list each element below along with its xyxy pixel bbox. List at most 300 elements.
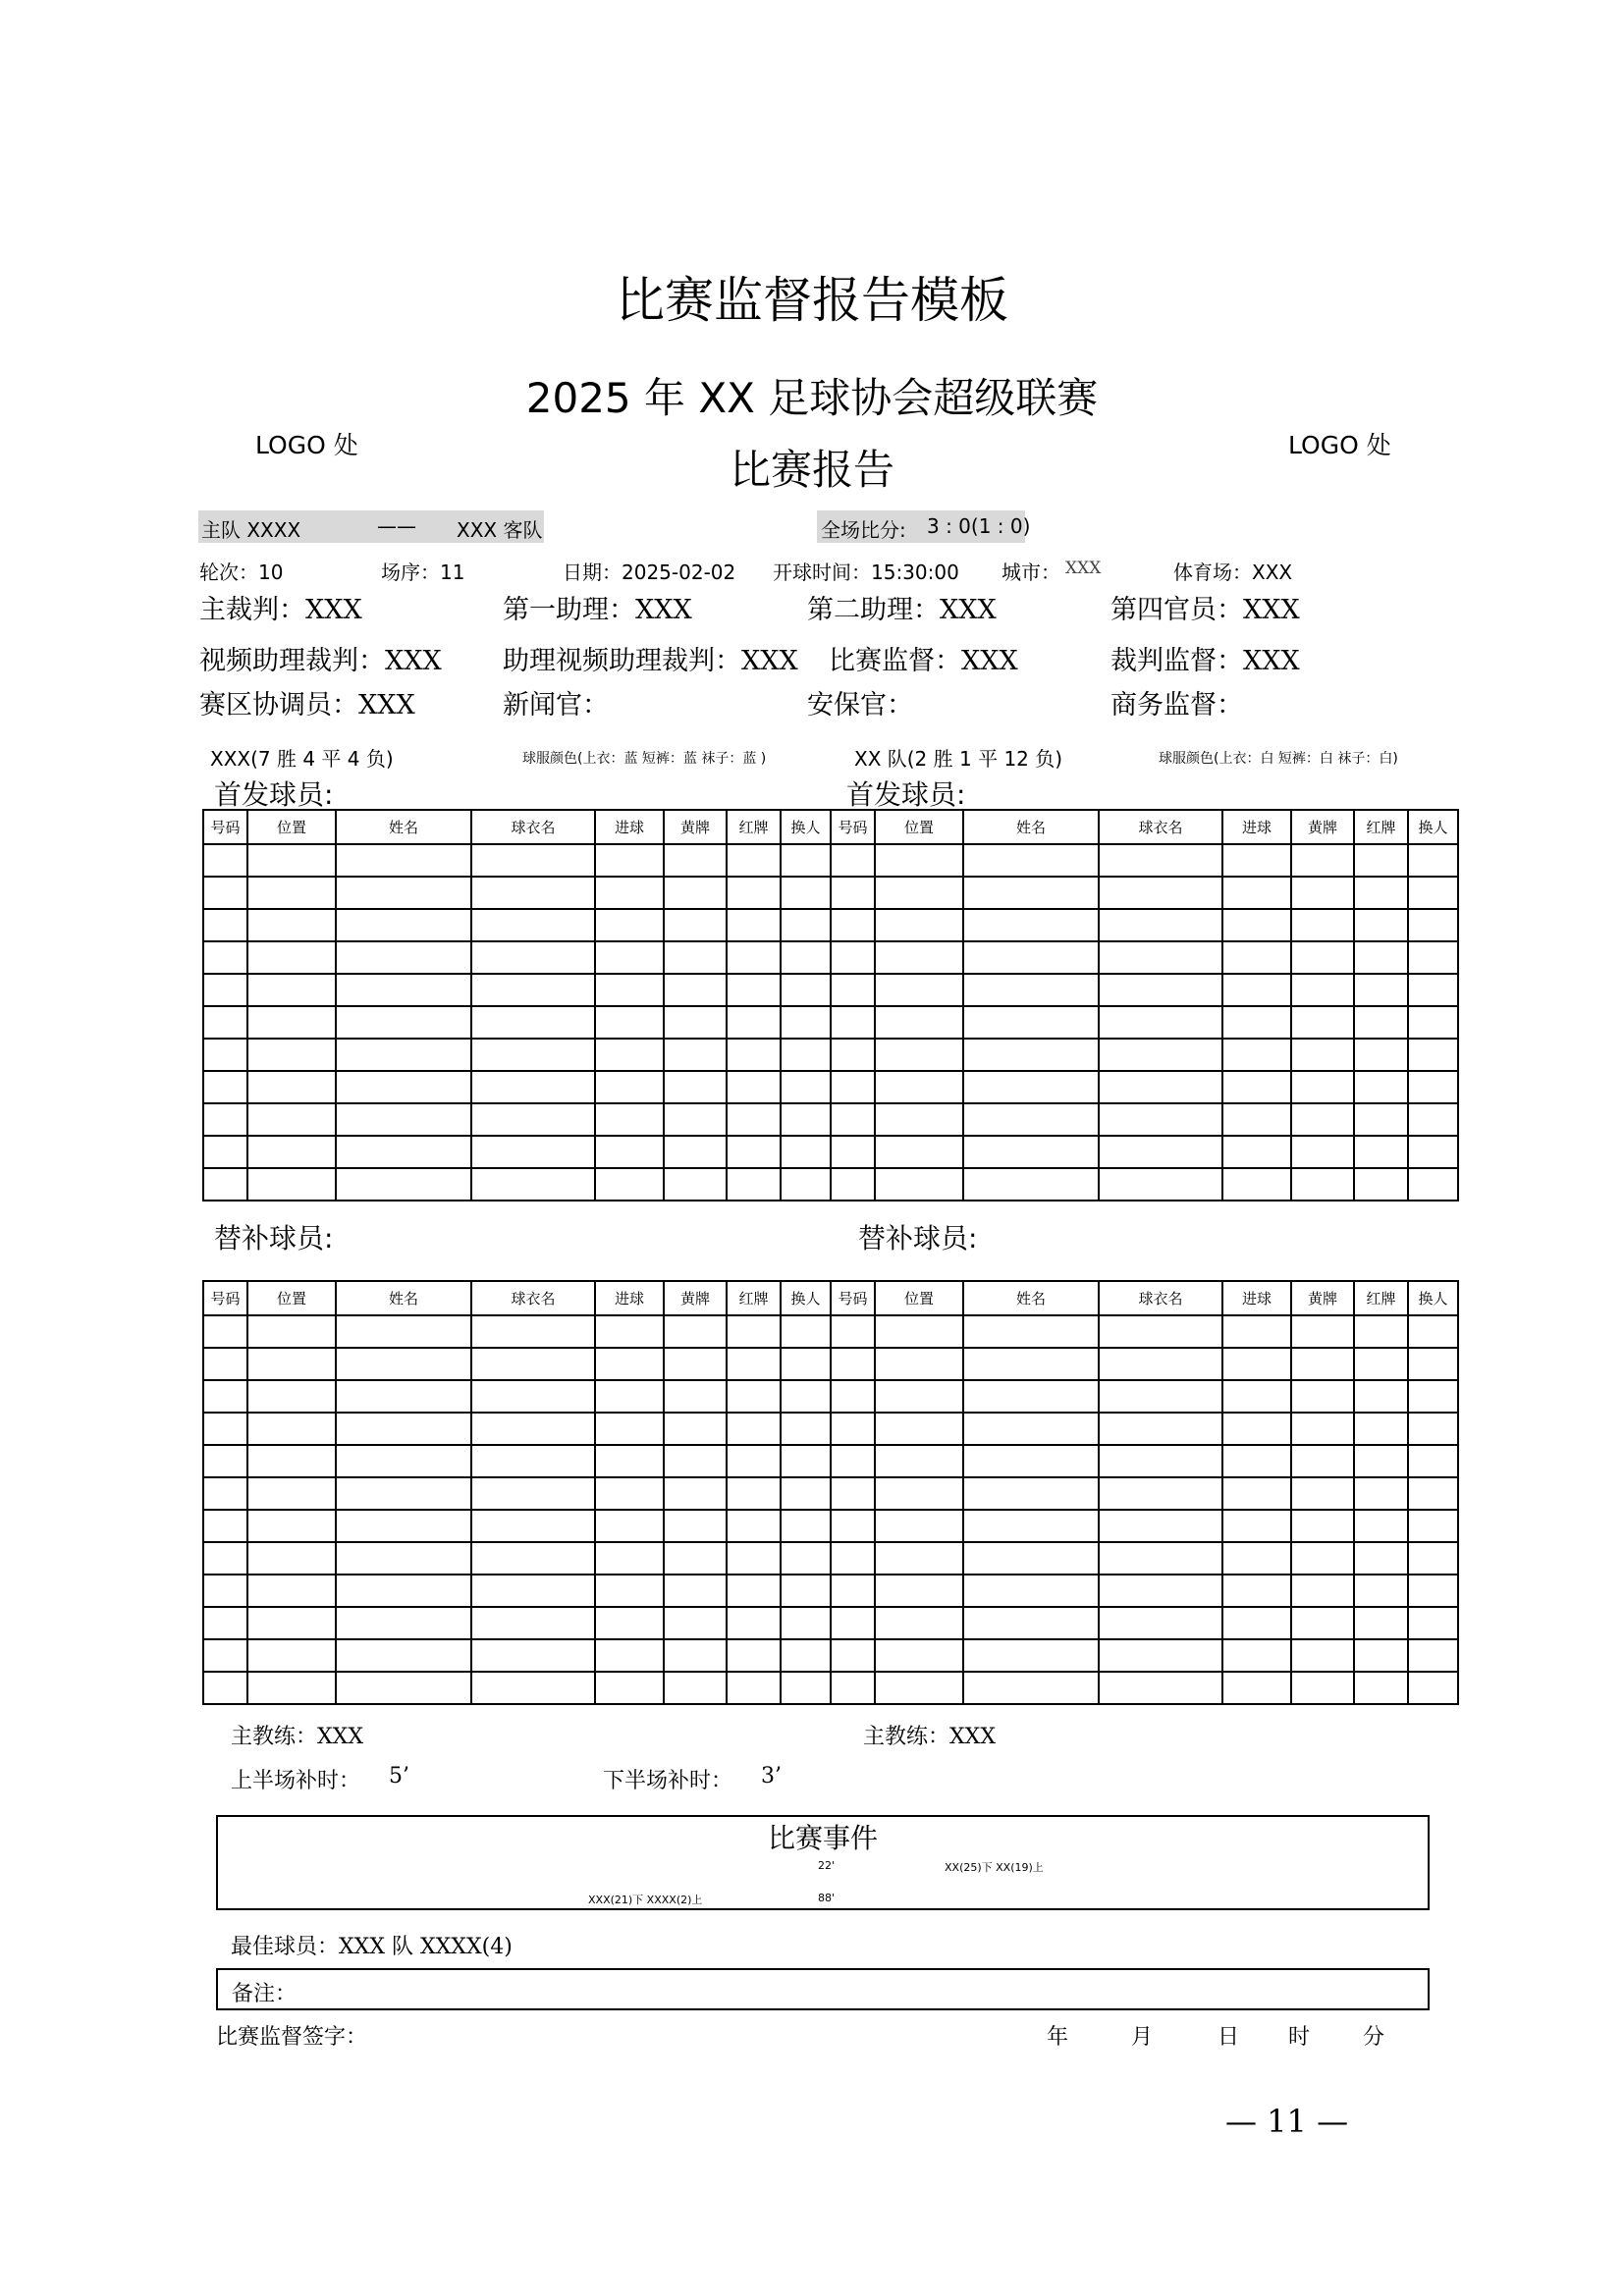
table-cell[interactable] [664,1315,727,1348]
table-cell[interactable] [595,941,664,974]
table-cell[interactable] [875,1380,963,1413]
table-cell[interactable] [875,1639,963,1672]
table-cell[interactable] [1099,909,1222,941]
table-cell[interactable] [664,1607,727,1639]
table-cell[interactable] [1291,877,1354,909]
table-cell[interactable] [664,844,727,877]
table-cell[interactable] [1408,1639,1458,1672]
table-cell[interactable] [203,1607,247,1639]
table-cell[interactable] [1291,941,1354,974]
table-cell[interactable] [336,974,471,1006]
table-cell[interactable] [1099,1315,1222,1348]
table-cell[interactable] [875,1315,963,1348]
table-cell[interactable] [781,1071,831,1103]
table-cell[interactable] [1408,1380,1458,1413]
table-cell[interactable] [336,1168,471,1201]
table-cell[interactable] [336,1315,471,1348]
table-cell[interactable] [781,1348,831,1380]
table-cell[interactable] [247,974,336,1006]
table-cell[interactable] [727,1477,781,1510]
table-cell[interactable] [1354,974,1408,1006]
table-cell[interactable] [727,909,781,941]
table-cell[interactable] [875,1168,963,1201]
table-cell[interactable] [595,1006,664,1039]
table-cell[interactable] [781,1542,831,1575]
table-cell[interactable] [203,1575,247,1607]
table-cell[interactable] [963,1315,1099,1348]
table-cell[interactable] [1354,1136,1408,1168]
table-cell[interactable] [203,1413,247,1445]
table-cell[interactable] [727,1380,781,1413]
table-cell[interactable] [1222,844,1291,877]
table-cell[interactable] [831,1575,875,1607]
table-cell[interactable] [875,941,963,974]
table-cell[interactable] [1408,1348,1458,1380]
table-cell[interactable] [203,1136,247,1168]
table-cell[interactable] [595,1103,664,1136]
table-cell[interactable] [247,1039,336,1071]
table-cell[interactable] [831,1607,875,1639]
table-cell[interactable] [1222,1542,1291,1575]
table-cell[interactable] [247,877,336,909]
table-cell[interactable] [831,1510,875,1542]
table-cell[interactable] [595,1542,664,1575]
table-cell[interactable] [336,1380,471,1413]
table-cell[interactable] [831,1039,875,1071]
table-cell[interactable] [1354,1672,1408,1704]
table-cell[interactable] [247,1542,336,1575]
table-cell[interactable] [203,909,247,941]
table-cell[interactable] [1354,1039,1408,1071]
table-cell[interactable] [1291,974,1354,1006]
table-cell[interactable] [781,844,831,877]
table-cell[interactable] [1099,1672,1222,1704]
table-cell[interactable] [336,1039,471,1071]
table-cell[interactable] [963,1510,1099,1542]
table-cell[interactable] [1408,1006,1458,1039]
table-cell[interactable] [203,1380,247,1413]
table-cell[interactable] [1408,1136,1458,1168]
table-cell[interactable] [875,1672,963,1704]
table-cell[interactable] [1354,1510,1408,1542]
table-cell[interactable] [471,1315,595,1348]
table-cell[interactable] [247,1445,336,1477]
table-cell[interactable] [203,1103,247,1136]
table-cell[interactable] [831,1477,875,1510]
table-cell[interactable] [471,1542,595,1575]
table-cell[interactable] [1291,1575,1354,1607]
table-cell[interactable] [781,1039,831,1071]
table-cell[interactable] [247,1639,336,1672]
table-cell[interactable] [781,974,831,1006]
table-cell[interactable] [963,1445,1099,1477]
table-cell[interactable] [963,974,1099,1006]
table-cell[interactable] [471,1445,595,1477]
table-cell[interactable] [1291,844,1354,877]
table-cell[interactable] [595,844,664,877]
table-cell[interactable] [963,1348,1099,1380]
table-cell[interactable] [727,1071,781,1103]
table-cell[interactable] [471,1639,595,1672]
table-cell[interactable] [1291,1071,1354,1103]
table-cell[interactable] [664,1136,727,1168]
table-cell[interactable] [875,909,963,941]
table-cell[interactable] [831,1006,875,1039]
table-cell[interactable] [781,1380,831,1413]
table-cell[interactable] [1354,1315,1408,1348]
table-cell[interactable] [595,974,664,1006]
table-cell[interactable] [1354,1575,1408,1607]
table-cell[interactable] [781,909,831,941]
table-cell[interactable] [1354,1168,1408,1201]
table-cell[interactable] [1408,1672,1458,1704]
table-cell[interactable] [471,1136,595,1168]
table-cell[interactable] [831,1413,875,1445]
table-cell[interactable] [1291,1380,1354,1413]
table-cell[interactable] [781,877,831,909]
table-cell[interactable] [247,1136,336,1168]
table-cell[interactable] [1354,1542,1408,1575]
table-cell[interactable] [595,1445,664,1477]
table-cell[interactable] [963,1136,1099,1168]
table-cell[interactable] [247,1575,336,1607]
table-cell[interactable] [664,1348,727,1380]
table-cell[interactable] [1099,1136,1222,1168]
table-cell[interactable] [471,1575,595,1607]
table-cell[interactable] [781,1477,831,1510]
table-cell[interactable] [875,1006,963,1039]
table-cell[interactable] [471,941,595,974]
table-cell[interactable] [727,1168,781,1201]
table-cell[interactable] [1408,1039,1458,1071]
table-cell[interactable] [875,1136,963,1168]
table-cell[interactable] [727,1315,781,1348]
table-cell[interactable] [1354,1348,1408,1380]
table-cell[interactable] [336,1071,471,1103]
table-cell[interactable] [203,1510,247,1542]
table-cell[interactable] [875,844,963,877]
table-cell[interactable] [727,877,781,909]
table-cell[interactable] [875,974,963,1006]
table-cell[interactable] [595,1477,664,1510]
table-cell[interactable] [1222,1136,1291,1168]
table-cell[interactable] [1291,909,1354,941]
table-cell[interactable] [1291,1413,1354,1445]
table-cell[interactable] [336,1413,471,1445]
table-cell[interactable] [1354,1607,1408,1639]
table-cell[interactable] [831,974,875,1006]
table-cell[interactable] [247,1477,336,1510]
table-cell[interactable] [875,1477,963,1510]
table-cell[interactable] [1099,1607,1222,1639]
table-cell[interactable] [831,1445,875,1477]
table-cell[interactable] [1408,877,1458,909]
table-cell[interactable] [471,1413,595,1445]
table-cell[interactable] [831,909,875,941]
table-cell[interactable] [336,1136,471,1168]
table-cell[interactable] [203,1672,247,1704]
table-cell[interactable] [781,1672,831,1704]
table-cell[interactable] [664,1672,727,1704]
table-cell[interactable] [727,1607,781,1639]
table-cell[interactable] [1222,1380,1291,1413]
table-cell[interactable] [203,1639,247,1672]
table-cell[interactable] [471,844,595,877]
table-cell[interactable] [875,1103,963,1136]
table-cell[interactable] [1099,1445,1222,1477]
table-cell[interactable] [1408,1413,1458,1445]
table-cell[interactable] [595,909,664,941]
table-cell[interactable] [203,1071,247,1103]
table-cell[interactable] [1291,1639,1354,1672]
table-cell[interactable] [875,1348,963,1380]
table-cell[interactable] [1291,1607,1354,1639]
table-cell[interactable] [1222,1168,1291,1201]
table-cell[interactable] [963,877,1099,909]
table-cell[interactable] [727,1348,781,1380]
table-cell[interactable] [963,1477,1099,1510]
table-cell[interactable] [203,1315,247,1348]
table-cell[interactable] [727,1006,781,1039]
table-cell[interactable] [1291,1542,1354,1575]
table-cell[interactable] [727,941,781,974]
table-cell[interactable] [247,1071,336,1103]
table-cell[interactable] [1222,1672,1291,1704]
table-cell[interactable] [1099,1542,1222,1575]
table-cell[interactable] [1408,1315,1458,1348]
table-cell[interactable] [595,1348,664,1380]
table-cell[interactable] [1354,1071,1408,1103]
table-cell[interactable] [336,1607,471,1639]
table-cell[interactable] [781,1006,831,1039]
table-cell[interactable] [831,1348,875,1380]
table-cell[interactable] [1408,1575,1458,1607]
table-cell[interactable] [336,909,471,941]
table-cell[interactable] [831,1542,875,1575]
table-cell[interactable] [1354,877,1408,909]
table-cell[interactable] [336,1477,471,1510]
table-cell[interactable] [247,941,336,974]
table-cell[interactable] [1291,1348,1354,1380]
table-cell[interactable] [203,974,247,1006]
table-cell[interactable] [1099,1639,1222,1672]
table-cell[interactable] [1408,1510,1458,1542]
table-cell[interactable] [727,1639,781,1672]
table-cell[interactable] [1222,877,1291,909]
table-cell[interactable] [875,1510,963,1542]
table-cell[interactable] [203,1542,247,1575]
table-cell[interactable] [1099,1413,1222,1445]
table-cell[interactable] [963,1542,1099,1575]
table-cell[interactable] [1354,1006,1408,1039]
table-cell[interactable] [727,1413,781,1445]
table-cell[interactable] [664,1006,727,1039]
table-cell[interactable] [1291,1315,1354,1348]
table-cell[interactable] [247,1103,336,1136]
table-cell[interactable] [963,844,1099,877]
table-cell[interactable] [247,1380,336,1413]
table-cell[interactable] [336,1575,471,1607]
table-cell[interactable] [1222,1039,1291,1071]
table-cell[interactable] [963,909,1099,941]
table-cell[interactable] [1408,1168,1458,1201]
table-cell[interactable] [1354,941,1408,974]
table-cell[interactable] [1354,1103,1408,1136]
table-cell[interactable] [1222,1575,1291,1607]
table-cell[interactable] [1099,1380,1222,1413]
table-cell[interactable] [247,909,336,941]
table-cell[interactable] [781,1607,831,1639]
table-cell[interactable] [664,1039,727,1071]
table-cell[interactable] [1354,1380,1408,1413]
table-cell[interactable] [1222,909,1291,941]
table-cell[interactable] [664,1510,727,1542]
table-cell[interactable] [1222,1510,1291,1542]
table-cell[interactable] [664,1103,727,1136]
table-cell[interactable] [1099,974,1222,1006]
table-cell[interactable] [831,1639,875,1672]
table-cell[interactable] [247,844,336,877]
table-cell[interactable] [471,1348,595,1380]
table-cell[interactable] [471,1039,595,1071]
table-cell[interactable] [963,1039,1099,1071]
table-cell[interactable] [1222,1103,1291,1136]
table-cell[interactable] [1099,844,1222,877]
table-cell[interactable] [1408,1071,1458,1103]
table-cell[interactable] [727,1510,781,1542]
table-cell[interactable] [1222,1413,1291,1445]
table-cell[interactable] [471,974,595,1006]
table-cell[interactable] [1099,1477,1222,1510]
table-cell[interactable] [1222,1071,1291,1103]
table-cell[interactable] [1099,1006,1222,1039]
table-cell[interactable] [727,1672,781,1704]
table-cell[interactable] [831,1136,875,1168]
table-cell[interactable] [471,1607,595,1639]
table-cell[interactable] [247,1348,336,1380]
table-cell[interactable] [1099,1348,1222,1380]
table-cell[interactable] [831,1168,875,1201]
table-cell[interactable] [831,1103,875,1136]
table-cell[interactable] [336,844,471,877]
table-cell[interactable] [1099,1575,1222,1607]
table-cell[interactable] [1354,909,1408,941]
table-cell[interactable] [781,1575,831,1607]
table-cell[interactable] [595,1413,664,1445]
table-cell[interactable] [203,1006,247,1039]
table-cell[interactable] [1291,1039,1354,1071]
table-cell[interactable] [203,1168,247,1201]
table-cell[interactable] [471,909,595,941]
table-cell[interactable] [336,1639,471,1672]
table-cell[interactable] [781,1103,831,1136]
table-cell[interactable] [963,1071,1099,1103]
table-cell[interactable] [727,974,781,1006]
table-cell[interactable] [781,1639,831,1672]
table-cell[interactable] [727,844,781,877]
table-cell[interactable] [1408,1477,1458,1510]
table-cell[interactable] [963,1575,1099,1607]
table-cell[interactable] [247,1413,336,1445]
table-cell[interactable] [336,1103,471,1136]
table-cell[interactable] [831,844,875,877]
table-cell[interactable] [1408,844,1458,877]
table-cell[interactable] [203,1445,247,1477]
table-cell[interactable] [336,1445,471,1477]
table-cell[interactable] [1099,1039,1222,1071]
table-cell[interactable] [595,1575,664,1607]
table-cell[interactable] [963,1380,1099,1413]
table-cell[interactable] [1099,1071,1222,1103]
table-cell[interactable] [1291,1445,1354,1477]
table-cell[interactable] [471,1672,595,1704]
table-cell[interactable] [1222,1315,1291,1348]
table-cell[interactable] [664,941,727,974]
table-cell[interactable] [664,1168,727,1201]
table-cell[interactable] [203,844,247,877]
table-cell[interactable] [1099,877,1222,909]
table-cell[interactable] [595,1510,664,1542]
table-cell[interactable] [595,1380,664,1413]
table-cell[interactable] [664,1477,727,1510]
table-cell[interactable] [1408,909,1458,941]
table-cell[interactable] [1222,1639,1291,1672]
table-cell[interactable] [831,1315,875,1348]
table-cell[interactable] [247,1006,336,1039]
table-cell[interactable] [247,1607,336,1639]
table-cell[interactable] [727,1445,781,1477]
table-cell[interactable] [1291,1672,1354,1704]
table-cell[interactable] [831,877,875,909]
table-cell[interactable] [203,1348,247,1380]
table-cell[interactable] [595,1071,664,1103]
table-cell[interactable] [727,1575,781,1607]
table-cell[interactable] [1222,1477,1291,1510]
table-cell[interactable] [875,1575,963,1607]
table-cell[interactable] [1354,1477,1408,1510]
table-cell[interactable] [595,1168,664,1201]
table-cell[interactable] [781,1136,831,1168]
table-cell[interactable] [1291,1136,1354,1168]
table-cell[interactable] [336,941,471,974]
table-cell[interactable] [664,877,727,909]
table-cell[interactable] [664,909,727,941]
table-cell[interactable] [781,1168,831,1201]
table-cell[interactable] [247,1672,336,1704]
table-cell[interactable] [471,1477,595,1510]
table-cell[interactable] [664,1639,727,1672]
table-cell[interactable] [1222,1006,1291,1039]
table-cell[interactable] [831,1071,875,1103]
table-cell[interactable] [471,1380,595,1413]
table-cell[interactable] [1408,1607,1458,1639]
table-cell[interactable] [1408,941,1458,974]
table-cell[interactable] [1291,1006,1354,1039]
table-cell[interactable] [875,877,963,909]
table-cell[interactable] [1099,1510,1222,1542]
table-cell[interactable] [1291,1477,1354,1510]
table-cell[interactable] [963,941,1099,974]
table-cell[interactable] [875,1607,963,1639]
table-cell[interactable] [1354,844,1408,877]
table-cell[interactable] [727,1039,781,1071]
table-cell[interactable] [1408,1103,1458,1136]
table-cell[interactable] [247,1168,336,1201]
table-cell[interactable] [336,1672,471,1704]
table-cell[interactable] [963,1639,1099,1672]
table-cell[interactable] [831,1380,875,1413]
table-cell[interactable] [1222,1607,1291,1639]
